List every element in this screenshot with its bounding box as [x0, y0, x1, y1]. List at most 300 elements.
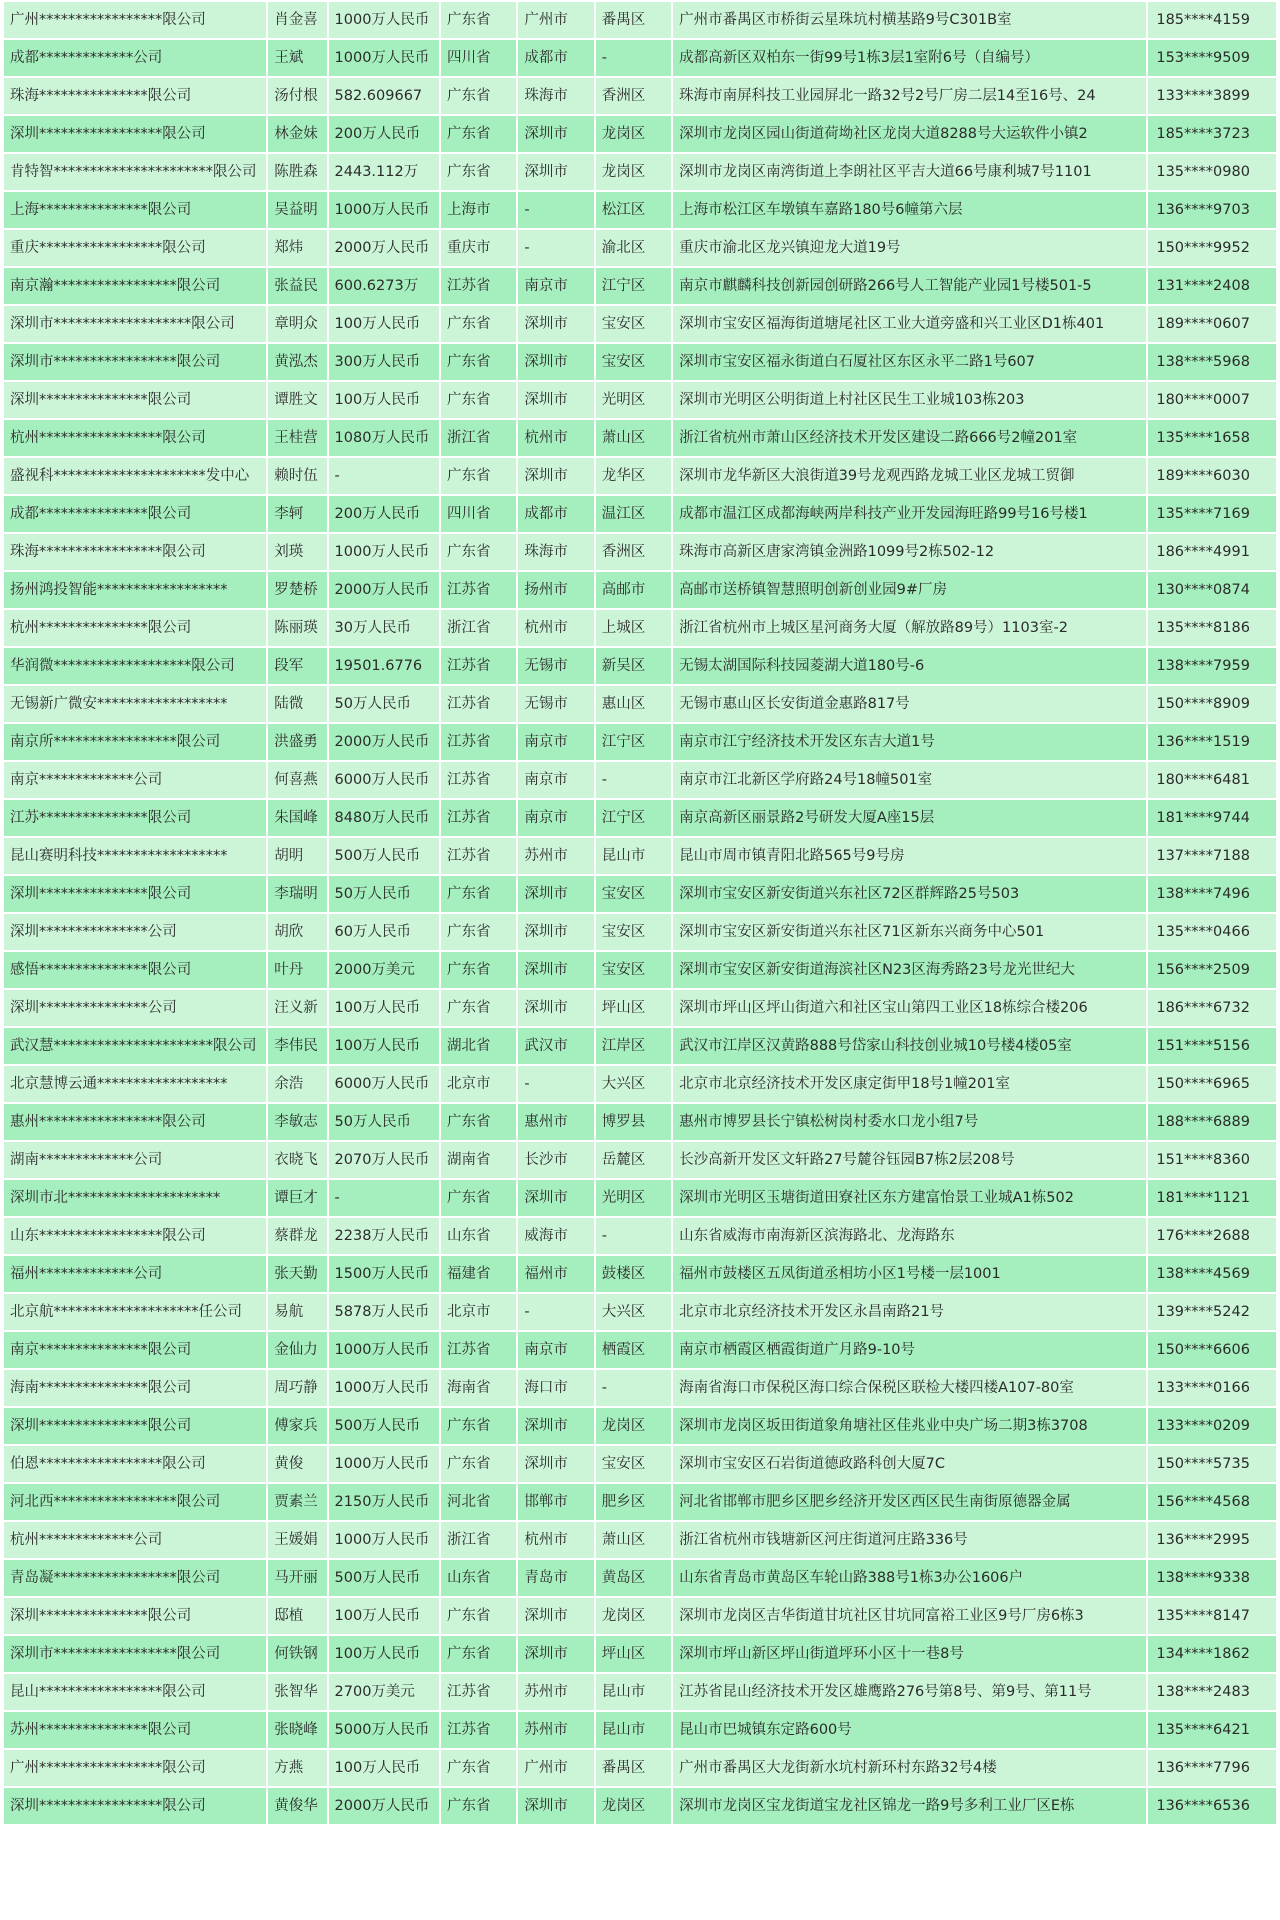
city-cell: 苏州市 [518, 1674, 593, 1710]
district-cell: 温江区 [596, 496, 671, 532]
registered-capital-cell: 2000万人民币 [329, 1788, 440, 1824]
district-cell: - [596, 40, 671, 76]
registered-capital-cell: 5878万人民币 [329, 1294, 440, 1330]
company-name-cell: 杭州***************限公司 [4, 610, 266, 646]
phone-cell: 186****6732 [1148, 990, 1276, 1026]
table-row [4, 838, 1276, 874]
table-row [4, 762, 1276, 798]
province-cell: 江苏省 [441, 572, 516, 608]
phone-cell: 136****2995 [1148, 1522, 1276, 1558]
province-cell: 浙江省 [441, 420, 516, 456]
legal-person-cell: 李瑞明 [268, 876, 326, 912]
registered-capital-cell: 200万人民币 [329, 496, 440, 532]
city-cell: 福州市 [518, 1256, 593, 1292]
registered-capital-cell: 5000万人民币 [329, 1712, 440, 1748]
address-cell: 深圳市龙岗区宝龙街道宝龙社区锦龙一路9号多利工业厂区E栋 [673, 1788, 1146, 1824]
phone-cell: 138****9338 [1148, 1560, 1276, 1596]
city-cell: 深圳市 [518, 876, 593, 912]
city-cell: 杭州市 [518, 1522, 593, 1558]
company-table [2, 0, 1278, 1826]
legal-person-cell: 王斌 [268, 40, 326, 76]
address-cell: 北京市北京经济技术开发区永昌南路21号 [673, 1294, 1146, 1330]
address-cell: 广州市番禺区大龙街新水坑村新环村东路32号4楼 [673, 1750, 1146, 1786]
legal-person-cell: 金仙力 [268, 1332, 326, 1368]
company-name-cell: 武汉慧**********************限公司 [4, 1028, 266, 1064]
legal-person-cell: 章明众 [268, 306, 326, 342]
province-cell: 广东省 [441, 154, 516, 190]
company-name-cell: 深圳***************限公司 [4, 382, 266, 418]
company-name-cell: 江苏***************限公司 [4, 800, 266, 836]
table-row [4, 1256, 1276, 1292]
table-row [4, 1522, 1276, 1558]
registered-capital-cell: 1000万人民币 [329, 1370, 440, 1406]
phone-cell: 138****7959 [1148, 648, 1276, 684]
table-row [4, 610, 1276, 646]
province-cell: 广东省 [441, 534, 516, 570]
phone-cell: 135****7169 [1148, 496, 1276, 532]
province-cell: 河北省 [441, 1484, 516, 1520]
legal-person-cell: 谭胜文 [268, 382, 326, 418]
legal-person-cell: 李敏志 [268, 1104, 326, 1140]
phone-cell: 131****2408 [1148, 268, 1276, 304]
city-cell: 深圳市 [518, 1598, 593, 1634]
city-cell: 杭州市 [518, 420, 593, 456]
registered-capital-cell: 500万人民币 [329, 1408, 440, 1444]
address-cell: 珠海市高新区唐家湾镇金洲路1099号2栋502-12 [673, 534, 1146, 570]
company-name-cell: 湖南*************公司 [4, 1142, 266, 1178]
city-cell: 苏州市 [518, 838, 593, 874]
address-cell: 深圳市龙岗区南湾街道上李朗社区平吉大道66号康利城7号1101 [673, 154, 1146, 190]
phone-cell: 130****0874 [1148, 572, 1276, 608]
province-cell: 海南省 [441, 1370, 516, 1406]
legal-person-cell: 张晓峰 [268, 1712, 326, 1748]
province-cell: 广东省 [441, 952, 516, 988]
legal-person-cell: 黄俊华 [268, 1788, 326, 1824]
company-name-cell: 河北西*****************限公司 [4, 1484, 266, 1520]
city-cell: 深圳市 [518, 952, 593, 988]
company-name-cell: 重庆*****************限公司 [4, 230, 266, 266]
registered-capital-cell: 50万人民币 [329, 1104, 440, 1140]
province-cell: 湖南省 [441, 1142, 516, 1178]
legal-person-cell: 贾素兰 [268, 1484, 326, 1520]
phone-cell: 189****6030 [1148, 458, 1276, 494]
phone-cell: 185****3723 [1148, 116, 1276, 152]
province-cell: 江苏省 [441, 1674, 516, 1710]
district-cell: 宝安区 [596, 914, 671, 950]
table-row [4, 268, 1276, 304]
address-cell: 浙江省杭州市萧山区经济技术开发区建设二路666号2幢201室 [673, 420, 1146, 456]
table-row [4, 1142, 1276, 1178]
company-name-cell: 肯特智**********************限公司 [4, 154, 266, 190]
table-row [4, 1066, 1276, 1102]
address-cell: 江苏省昆山经济技术开发区雄鹰路276号第8号、第9号、第11号 [673, 1674, 1146, 1710]
table-row [4, 1104, 1276, 1140]
company-name-cell: 杭州*****************限公司 [4, 420, 266, 456]
address-cell: 山东省青岛市黄岛区车轮山路388号1栋3办公1606户 [673, 1560, 1146, 1596]
city-cell: 广州市 [518, 1750, 593, 1786]
province-cell: 广东省 [441, 1180, 516, 1216]
city-cell: 无锡市 [518, 686, 593, 722]
company-name-cell: 盛视科*********************发中心 [4, 458, 266, 494]
province-cell: 江苏省 [441, 800, 516, 836]
legal-person-cell: 马开丽 [268, 1560, 326, 1596]
table-row [4, 952, 1276, 988]
province-cell: 广东省 [441, 1598, 516, 1634]
district-cell: - [596, 762, 671, 798]
phone-cell: 176****2688 [1148, 1218, 1276, 1254]
province-cell: 北京市 [441, 1294, 516, 1330]
province-cell: 江苏省 [441, 1332, 516, 1368]
company-name-cell: 珠海***************限公司 [4, 78, 266, 114]
district-cell: 博罗县 [596, 1104, 671, 1140]
address-cell: 福州市鼓楼区五凤街道丞相坊小区1号楼一层1001 [673, 1256, 1146, 1292]
registered-capital-cell: 8480万人民币 [329, 800, 440, 836]
city-cell: 深圳市 [518, 1180, 593, 1216]
province-cell: 广东省 [441, 914, 516, 950]
address-cell: 深圳市坪山区坪山街道六和社区宝山第四工业区18栋综合楼206 [673, 990, 1146, 1026]
city-cell: 珠海市 [518, 534, 593, 570]
district-cell: 昆山市 [596, 1674, 671, 1710]
district-cell: 龙岗区 [596, 1408, 671, 1444]
table-row [4, 1294, 1276, 1330]
province-cell: 重庆市 [441, 230, 516, 266]
district-cell: 江岸区 [596, 1028, 671, 1064]
table-row [4, 1446, 1276, 1482]
table-row [4, 1484, 1276, 1520]
legal-person-cell: 汤付根 [268, 78, 326, 114]
city-cell: 南京市 [518, 762, 593, 798]
legal-person-cell: 陆微 [268, 686, 326, 722]
address-cell: 南京高新区丽景路2号研发大厦A座15层 [673, 800, 1146, 836]
company-name-cell: 北京航********************任公司 [4, 1294, 266, 1330]
registered-capital-cell: 6000万人民币 [329, 1066, 440, 1102]
city-cell: 成都市 [518, 496, 593, 532]
district-cell: 鼓楼区 [596, 1256, 671, 1292]
province-cell: 江苏省 [441, 724, 516, 760]
legal-person-cell: 张天勤 [268, 1256, 326, 1292]
table-row [4, 800, 1276, 836]
province-cell: 江苏省 [441, 762, 516, 798]
registered-capital-cell: 100万人民币 [329, 1750, 440, 1786]
company-name-cell: 珠海*****************限公司 [4, 534, 266, 570]
registered-capital-cell: - [329, 1180, 440, 1216]
phone-cell: 138****5968 [1148, 344, 1276, 380]
district-cell: 坪山区 [596, 990, 671, 1026]
phone-cell: 135****1658 [1148, 420, 1276, 456]
phone-cell: 133****0166 [1148, 1370, 1276, 1406]
table-row [4, 306, 1276, 342]
registered-capital-cell: 2000万人民币 [329, 724, 440, 760]
address-cell: 深圳市龙岗区吉华街道甘坑社区甘坑同富裕工业区9号厂房6栋3 [673, 1598, 1146, 1634]
registered-capital-cell: 200万人民币 [329, 116, 440, 152]
district-cell: 大兴区 [596, 1066, 671, 1102]
company-name-cell: 上海***************限公司 [4, 192, 266, 228]
phone-cell: 180****0007 [1148, 382, 1276, 418]
phone-cell: 151****8360 [1148, 1142, 1276, 1178]
city-cell: 深圳市 [518, 116, 593, 152]
address-cell: 南京市江北新区学府路24号18幢501室 [673, 762, 1146, 798]
phone-cell: 137****7188 [1148, 838, 1276, 874]
address-cell: 武汉市江岸区汉黄路888号岱家山科技创业城10号楼4楼05室 [673, 1028, 1146, 1064]
legal-person-cell: 李轲 [268, 496, 326, 532]
district-cell: 光明区 [596, 382, 671, 418]
registered-capital-cell: 100万人民币 [329, 1028, 440, 1064]
registered-capital-cell: 600.6273万 [329, 268, 440, 304]
city-cell: 惠州市 [518, 1104, 593, 1140]
registered-capital-cell: 2000万人民币 [329, 572, 440, 608]
city-cell: 邯郸市 [518, 1484, 593, 1520]
province-cell: 广东省 [441, 382, 516, 418]
company-name-cell: 无锡新广微安****************** [4, 686, 266, 722]
table-row [4, 914, 1276, 950]
province-cell: 广东省 [441, 1104, 516, 1140]
company-name-cell: 感悟***************限公司 [4, 952, 266, 988]
phone-cell: 181****1121 [1148, 1180, 1276, 1216]
company-name-cell: 伯恩*****************限公司 [4, 1446, 266, 1482]
table-row [4, 382, 1276, 418]
district-cell: - [596, 1370, 671, 1406]
province-cell: 江苏省 [441, 648, 516, 684]
phone-cell: 138****2483 [1148, 1674, 1276, 1710]
district-cell: 大兴区 [596, 1294, 671, 1330]
province-cell: 山东省 [441, 1218, 516, 1254]
address-cell: 南京市栖霞区栖霞街道广月路9-10号 [673, 1332, 1146, 1368]
phone-cell: 189****0607 [1148, 306, 1276, 342]
province-cell: 北京市 [441, 1066, 516, 1102]
address-cell: 河北省邯郸市肥乡区肥乡经济开发区西区民生南街原德器金属 [673, 1484, 1146, 1520]
registered-capital-cell: 2238万人民币 [329, 1218, 440, 1254]
table-row [4, 1788, 1276, 1824]
company-name-cell: 深圳***************限公司 [4, 876, 266, 912]
city-cell: 深圳市 [518, 154, 593, 190]
registered-capital-cell: 1000万人民币 [329, 2, 440, 38]
phone-cell: 136****9703 [1148, 192, 1276, 228]
city-cell: - [518, 1066, 593, 1102]
address-cell: 浙江省杭州市上城区星河商务大厦（解放路89号）1103室-2 [673, 610, 1146, 646]
district-cell: 栖霞区 [596, 1332, 671, 1368]
district-cell: 昆山市 [596, 1712, 671, 1748]
company-name-cell: 扬州鸿投智能****************** [4, 572, 266, 608]
city-cell: 武汉市 [518, 1028, 593, 1064]
table-row [4, 1180, 1276, 1216]
district-cell: 昆山市 [596, 838, 671, 874]
legal-person-cell: 肖金喜 [268, 2, 326, 38]
city-cell: - [518, 1294, 593, 1330]
city-cell: 杭州市 [518, 610, 593, 646]
province-cell: 广东省 [441, 990, 516, 1026]
legal-person-cell: 蔡群龙 [268, 1218, 326, 1254]
company-name-cell: 南京***************限公司 [4, 1332, 266, 1368]
city-cell: 海口市 [518, 1370, 593, 1406]
city-cell: 广州市 [518, 2, 593, 38]
company-name-cell: 青岛凝*****************限公司 [4, 1560, 266, 1596]
table-row [4, 192, 1276, 228]
legal-person-cell: 黄泓杰 [268, 344, 326, 380]
table-row [4, 1218, 1276, 1254]
table-row [4, 1408, 1276, 1444]
legal-person-cell: 谭巨才 [268, 1180, 326, 1216]
registered-capital-cell: 300万人民币 [329, 344, 440, 380]
registered-capital-cell: 2070万人民币 [329, 1142, 440, 1178]
registered-capital-cell: 19501.6776 [329, 648, 440, 684]
company-name-cell: 海南***************限公司 [4, 1370, 266, 1406]
company-name-cell: 山东*****************限公司 [4, 1218, 266, 1254]
city-cell: 深圳市 [518, 990, 593, 1026]
province-cell: 广东省 [441, 876, 516, 912]
address-cell: 海南省海口市保税区海口综合保税区联检大楼四楼A107-80室 [673, 1370, 1146, 1406]
table-row [4, 1370, 1276, 1406]
registered-capital-cell: 100万人民币 [329, 990, 440, 1026]
registered-capital-cell: 1000万人民币 [329, 1332, 440, 1368]
company-name-cell: 南京瀚*****************限公司 [4, 268, 266, 304]
address-cell: 深圳市光明区公明街道上村社区民生工业城103栋203 [673, 382, 1146, 418]
registered-capital-cell: 50万人民币 [329, 876, 440, 912]
district-cell: 宝安区 [596, 1446, 671, 1482]
phone-cell: 153****9509 [1148, 40, 1276, 76]
province-cell: 广东省 [441, 1408, 516, 1444]
phone-cell: 136****6536 [1148, 1788, 1276, 1824]
registered-capital-cell: 2443.112万 [329, 154, 440, 190]
registered-capital-cell: 60万人民币 [329, 914, 440, 950]
address-cell: 深圳市宝安区福永街道白石厦社区东区永平二路1号607 [673, 344, 1146, 380]
address-cell: 重庆市渝北区龙兴镇迎龙大道19号 [673, 230, 1146, 266]
district-cell: 龙华区 [596, 458, 671, 494]
province-cell: 广东省 [441, 1446, 516, 1482]
address-cell: 北京市北京经济技术开发区康定街甲18号1幢201室 [673, 1066, 1146, 1102]
address-cell: 深圳市坪山新区坪山街道坪环小区十一巷8号 [673, 1636, 1146, 1672]
city-cell: 深圳市 [518, 1788, 593, 1824]
province-cell: 四川省 [441, 40, 516, 76]
registered-capital-cell: 50万人民币 [329, 686, 440, 722]
province-cell: 广东省 [441, 458, 516, 494]
district-cell: 香洲区 [596, 78, 671, 114]
province-cell: 福建省 [441, 1256, 516, 1292]
legal-person-cell: 罗楚桥 [268, 572, 326, 608]
city-cell: 深圳市 [518, 1636, 593, 1672]
district-cell: 江宁区 [596, 724, 671, 760]
company-name-cell: 苏州***************限公司 [4, 1712, 266, 1748]
table-row [4, 534, 1276, 570]
district-cell: 龙岗区 [596, 1598, 671, 1634]
company-name-cell: 深圳市*****************限公司 [4, 1636, 266, 1672]
company-name-cell: 杭州*************公司 [4, 1522, 266, 1558]
district-cell: 萧山区 [596, 1522, 671, 1558]
table-row [4, 230, 1276, 266]
address-cell: 珠海市南屏科技工业园屏北一路32号2号厂房二层14至16号、24 [673, 78, 1146, 114]
district-cell: 江宁区 [596, 800, 671, 836]
company-name-cell: 福州*************公司 [4, 1256, 266, 1292]
city-cell: 威海市 [518, 1218, 593, 1254]
province-cell: 湖北省 [441, 1028, 516, 1064]
legal-person-cell: 刘瑛 [268, 534, 326, 570]
phone-cell: 135****6421 [1148, 1712, 1276, 1748]
legal-person-cell: 邸植 [268, 1598, 326, 1634]
phone-cell: 135****0466 [1148, 914, 1276, 950]
company-name-cell: 广州*****************限公司 [4, 1750, 266, 1786]
table-row [4, 686, 1276, 722]
table-row [4, 420, 1276, 456]
address-cell: 高邮市送桥镇智慧照明创新创业园9#厂房 [673, 572, 1146, 608]
phone-cell: 136****7796 [1148, 1750, 1276, 1786]
registered-capital-cell: 30万人民币 [329, 610, 440, 646]
city-cell: 深圳市 [518, 344, 593, 380]
city-cell: 长沙市 [518, 1142, 593, 1178]
legal-person-cell: 洪盛勇 [268, 724, 326, 760]
district-cell: 萧山区 [596, 420, 671, 456]
company-name-cell: 华润微*******************限公司 [4, 648, 266, 684]
phone-cell: 180****6481 [1148, 762, 1276, 798]
address-cell: 深圳市龙岗区园山街道荷坳社区龙岗大道8288号大运软件小镇2 [673, 116, 1146, 152]
table-row [4, 990, 1276, 1026]
table-row [4, 1028, 1276, 1064]
legal-person-cell: 朱国峰 [268, 800, 326, 836]
city-cell: - [518, 230, 593, 266]
company-name-cell: 深圳市*****************限公司 [4, 344, 266, 380]
legal-person-cell: 汪义新 [268, 990, 326, 1026]
province-cell: 浙江省 [441, 610, 516, 646]
company-name-cell: 成都***************限公司 [4, 496, 266, 532]
address-cell: 深圳市宝安区新安街道海滨社区N23区海秀路23号龙光世纪大 [673, 952, 1146, 988]
registered-capital-cell: 100万人民币 [329, 306, 440, 342]
legal-person-cell: 林金妹 [268, 116, 326, 152]
legal-person-cell: 陈胜森 [268, 154, 326, 190]
registered-capital-cell: 100万人民币 [329, 382, 440, 418]
district-cell: 龙岗区 [596, 154, 671, 190]
registered-capital-cell: 1000万人民币 [329, 1522, 440, 1558]
table-row [4, 876, 1276, 912]
address-cell: 惠州市博罗县长宁镇松树岗村委水口龙小组7号 [673, 1104, 1146, 1140]
address-cell: 广州市番禺区市桥街云星珠坑村横基路9号C301B室 [673, 2, 1146, 38]
district-cell: 肥乡区 [596, 1484, 671, 1520]
phone-cell: 150****5735 [1148, 1446, 1276, 1482]
company-name-cell: 深圳***************限公司 [4, 1408, 266, 1444]
city-cell: 深圳市 [518, 1446, 593, 1482]
legal-person-cell: 胡欣 [268, 914, 326, 950]
legal-person-cell: 黄俊 [268, 1446, 326, 1482]
company-name-cell: 南京*************公司 [4, 762, 266, 798]
table-row [4, 2, 1276, 38]
city-cell: 南京市 [518, 1332, 593, 1368]
district-cell: 宝安区 [596, 344, 671, 380]
district-cell: 高邮市 [596, 572, 671, 608]
legal-person-cell: 易航 [268, 1294, 326, 1330]
company-name-cell: 深圳市*******************限公司 [4, 306, 266, 342]
address-cell: 成都市温江区成都海峡两岸科技产业开发园海旺路99号16号楼1 [673, 496, 1146, 532]
phone-cell: 156****4568 [1148, 1484, 1276, 1520]
district-cell: 江宁区 [596, 268, 671, 304]
legal-person-cell: 郑炜 [268, 230, 326, 266]
province-cell: 浙江省 [441, 1522, 516, 1558]
address-cell: 深圳市龙华新区大浪街道39号龙观西路龙城工业区龙城工贸御 [673, 458, 1146, 494]
district-cell: 坪山区 [596, 1636, 671, 1672]
district-cell: 惠山区 [596, 686, 671, 722]
address-cell: 长沙高新开发区文轩路27号麓谷钰园B7栋2层208号 [673, 1142, 1146, 1178]
phone-cell: 186****4991 [1148, 534, 1276, 570]
province-cell: 广东省 [441, 116, 516, 152]
phone-cell: 150****9952 [1148, 230, 1276, 266]
district-cell: 宝安区 [596, 306, 671, 342]
address-cell: 深圳市光明区玉塘街道田寮社区东方建富怡景工业城A1栋502 [673, 1180, 1146, 1216]
province-cell: 山东省 [441, 1560, 516, 1596]
registered-capital-cell: 100万人民币 [329, 1636, 440, 1672]
table-row [4, 1560, 1276, 1596]
city-cell: 青岛市 [518, 1560, 593, 1596]
phone-cell: 133****0209 [1148, 1408, 1276, 1444]
city-cell: 南京市 [518, 268, 593, 304]
address-cell: 昆山市周市镇青阳北路565号9号房 [673, 838, 1146, 874]
registered-capital-cell: 582.609667 [329, 78, 440, 114]
table-row [4, 572, 1276, 608]
